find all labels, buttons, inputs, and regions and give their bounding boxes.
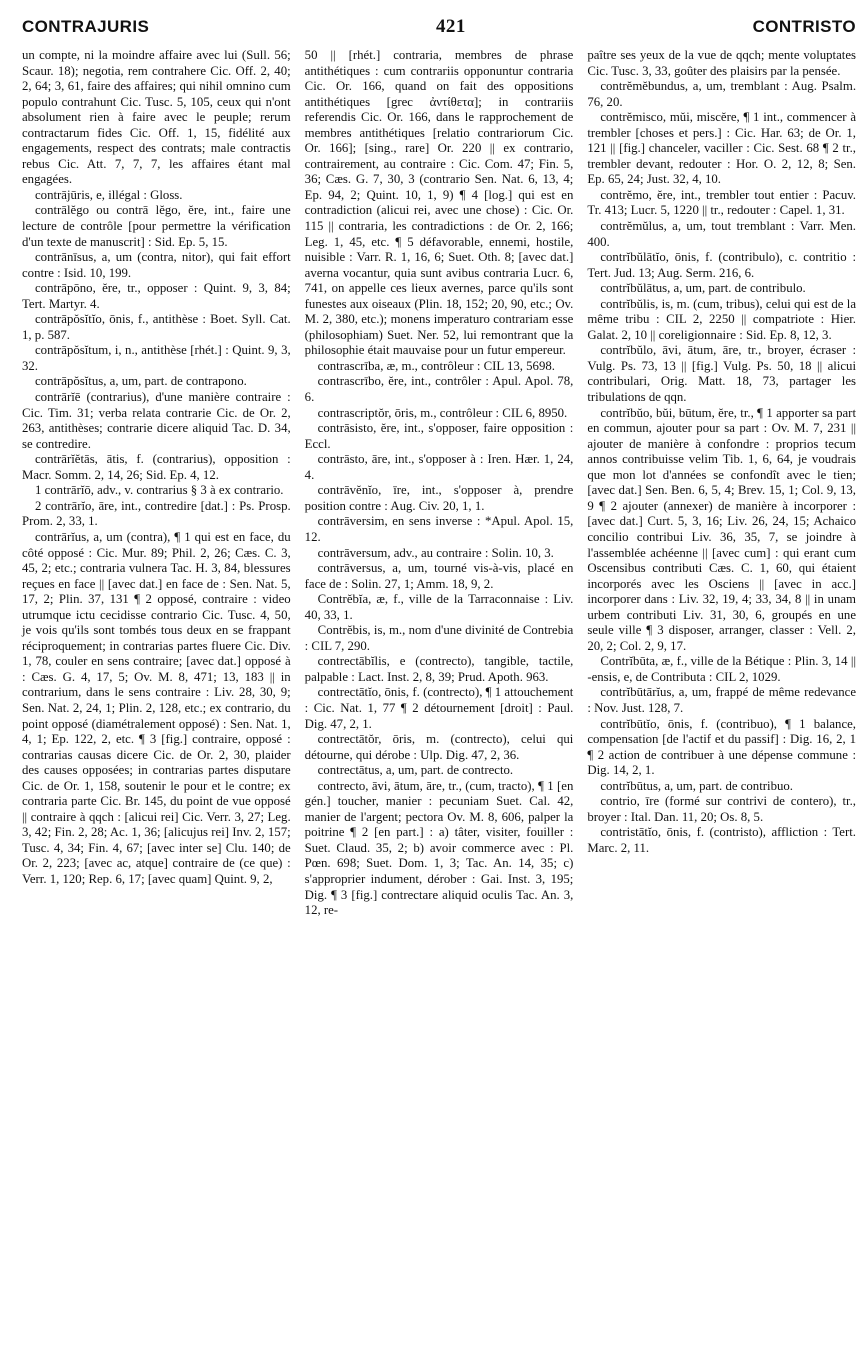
entry: contrĭbūtus, a, um, part. de contribuo.: [600, 778, 793, 793]
entry: contrĭbŭlātĭo, ōnis, f. (contribulo), c. contritio : Tert. Jud. 13; Aug. Serm. 216, 6.: [587, 250, 857, 280]
entry: contrālĕgo ou contrā lĕgo, ĕre, int., faire une lecture de contrôle [pour permettre la vérification d'un texte de manuscrit] : Sid. Ep. 5, 15.: [22, 203, 291, 249]
entry: contrāpōno, ĕre, tr., opposer : Quint. 9, 3, 84; Tert. Martyr. 4.: [22, 281, 291, 311]
page-number: 421: [436, 16, 466, 37]
entry: contrĭbŭlo, āvi, ātum, āre, tr., broyer, écraser : Vulg. Ps. 73, 13 || [fig.] Vulg. Ps. 50, 18 || alicui contribulari, Orig. Matt. 18, 73, partager les tribulations de qqn.: [587, 343, 857, 405]
entry: contrĭbŭo, bŭi, būtum, ĕre, tr., ¶ 1 apporter sa part en commun, ajouter pour sa part : Ov. M. 7, 231 || ajouter de manière à confondre : proprios tecum annos contribuisse velim Tib. 1, 6, 64, je voudrais que mon lot d'années se confondît avec le tien; [avec dat.] Sen. Ben. 6, 5, 4; Brev. 15, 1; Col. 9, 13, 9 ¶ 2 ajouter (annexer) de manière à incorporer : [avec dat.] Curt. 5, 3, 16; Liv. 26, 24, 15; Achaico concilio contribui Liv. 36, 35, 7, se joindre à l'assemblée achéenne || [avec cum] : qui erant cum Oscensibus contributi Cæs. C. 1, 60, qui étaient incorporés avec les Osciens || [avec in acc.] incorporer dans : Liv. 32, 19, 4; 33, 34, 8 || in unam urbem contributi Liv. 31, 30, 6, groupés en une seule ville ¶ 3 disposer, arranger, classer : Vell. 2, 20, 2; Col. 2, 9, 17.: [587, 405, 857, 653]
column-2: [305, 48, 574, 919]
entry: contrāpŏsĭtus, a, um, part. de contrapono.: [35, 374, 247, 389]
entry: contrĭbŭlātus, a, um, part. de contribulo.: [600, 281, 806, 296]
entry: 2 contrārĭo, āre, int., contredire [dat.] : Ps. Prosp. Prom. 2, 33, 1.: [22, 498, 291, 529]
entry: contrāvĕnĭo, īre, int., s'opposer à, prendre position contre : Aug. Civ. 20, 1, 1.: [304, 483, 574, 513]
columns: [22, 48, 856, 919]
running-header: [22, 16, 856, 46]
entry: contrāpŏsĭtĭo, ōnis, f., antithèse : Boet. Syll. Cat. 1, p. 587.: [22, 312, 291, 342]
entry: contrĕmĕbundus, a, um, tremblant : Aug. Psalm. 76, 20.: [587, 79, 857, 109]
entry: contrectātŏr, ōris, m. (contrecto), celui qui détourne, qui dérobe : Ulp. Dig. 47, 2, 36.: [304, 732, 574, 762]
entry: contristātĭo, ōnis, f. (contristo), affliction : Tert. Marc. 2, 11.: [587, 825, 857, 855]
entry: contrĕmisco, mŭi, miscĕre, ¶ 1 int., commencer à trembler [choses et pers.] : Cic. Har. 63; de Or. 1, 121 || [fig.] chanceler, vaciller : Cic. Sest. 68 ¶ 2 tr., trembler devant, redouter : Hor. O. 2, 12, 8; Sen. Ep. 65, 24; Just. 32, 4, 10.: [587, 110, 857, 187]
entry: contrāversus, a, um, tourné vis-à-vis, placé en face de : Solin. 27, 1; Amm. 18, 9, 2.: [304, 561, 574, 591]
column-1: [22, 48, 291, 919]
entry: contrĭbūtārĭus, a, um, frappé de même redevance : Nov. Just. 128, 7.: [587, 685, 857, 715]
header-right-headword: CONTRISTO: [752, 17, 856, 36]
entry: contrectātĭo, ōnis, f. (contrecto), ¶ 1 attouchement : Cic. Nat. 1, 77 ¶ 2 détournement [droit] : Paul. Dig. 47, 2, 1.: [304, 685, 574, 731]
entry: Contrĕbis, is, m., nom d'une divinité de Contrebia : CIL 7, 290.: [304, 623, 574, 653]
header-left-headword: CONTRAJURIS: [22, 17, 150, 36]
entry: contrāversim, en sens inverse : *Apul. Apol. 15, 12.: [304, 514, 574, 544]
entry: contrĭbūtĭo, ōnis, f. (contribuo), ¶ 1 balance, compensation [de l'actif et du passif] : Dig. 16, 2, 1 ¶ 2 action de contribuer à une dépense commune : Dig. 14, 2, 1.: [587, 716, 857, 778]
entry: contrārĭus, a, um (contra), ¶ 1 qui est en face, du côté opposé : Cic. Mur. 89; Phil. 2, 26; Cæs. C. 3, 45, 2; etc.; contraria vulnera Tac. H. 3, 84, blessures reçues en face || [avec dat.] en face de : Sen. Nat. 5, 17, 2; Plin. 37, 131 ¶ 2 opposé, contraire : video utrumque ictu cecidisse contrario Cic. Tusc. 4, 50, je vois qu'ils sont tombés tous deux en se frappant réciproquement; in contrarias partes fluere Cic. Div. 1, 78, couler en sens contraire; [avec dat.] opposé à : Cæs. G. 4, 17, 5; Ov. M. 8, 471; 13, 183 || in contrarium, dans le sens contraire : Liv. 28, 30, 9; Sen. Nat. 2, 24, 1; Plin. 2, 128, etc.; ex contrario, du point opposé (diamétralement opposé) : Sen. Nat. 1, 4, 1; Ep. 122, 2, etc. ¶ 3 [fig.] contraire, opposé : contrarias causas dicere Cic. de Or. 2, 30, plaider des causes opposées; in contrarias partes disputare Cic. de Or. 1, 158, soutenir le pour et le contre; ex contraria parte Cic. Br. 145, du point de vue opposé || contraire à qqch : [alicui rei] Cic. Verr. 3, 27; Leg. 3, 42; Fin. 2, 28; Ac. 1, 36; [alicujus rei] Inv. 2, 157; Tusc. 4, 34; Fin. 4, 67; [avec inter se] Clu. 140; de Or. 2, 223; [avec ac, atque] contraire de (ce que) : Verr. 1, 120; Rep. 6, 17; [avec quam] Quint. 9, 2,: [22, 529, 291, 886]
entry: Contrĕbĭa, æ, f., ville de la Tarraconnaise : Liv. 40, 33, 1.: [304, 592, 574, 622]
entry: contrectātus, a, um, part. de contrecto.: [317, 763, 514, 778]
entry: un compte, ni la moindre affaire avec lui (Sull. 56; Scaur. 18); negotia, rem contrahere Cic. Off. 2, 40; 2, 64; 3, 61, faire des affaires; qui nihil omnino cum populo contrahunt Cic. Tusc. 5, 105, ceux qui n'ont absolument rien à faire avec le peuple; rerum contractarum fides Cic. Off. 1, 15, fidélité aux engagements, respect des contrats; male contractis rebus Cic. Att. 7, 7, 7, les affaires étant mal engagées.: [22, 48, 291, 187]
entry: contrĕmŭlus, a, um, tout tremblant : Varr. Men. 400.: [587, 219, 857, 249]
column-3: [587, 48, 856, 919]
entry: contrĭbŭlis, is, m. (cum, tribus), celui qui est de la même tribu : CIL 2, 2250 || compatriote : Hier. Galat. 2, 10 || coreligionnaire : Sid. Ep. 8, 12, 3.: [587, 296, 857, 342]
entry: contrecto, āvi, ātum, āre, tr., (cum, tracto), ¶ 1 [en gén.] toucher, manier : pecuniam Suet. Cal. 42, manier de l'argent; pectora Ov. M. 8, 606, palper la poitrine ¶ 2 [en part.] : a) tâter, visiter, fouiller : Suet. Claud. 35, 2; b) avoir commerce avec : Pl. Pœn. 698; Suet. Dom. 1, 3; Tac. An. 14, 35; c) s'approprier indument, dérober : Gai. Inst. 3, 195; Dig. ¶ 3 [fig.] contrectare aliquid oculis Tac. An. 3, 12, re-: [304, 778, 574, 918]
entry: paître ses yeux de la vue de qqch; mente voluptates Cic. Tusc. 3, 33, goûter des plaisirs par la pensée.: [587, 48, 857, 78]
entry: contrectābĭlis, e (contrecto), tangible, tactile, palpable : Lact. Inst. 2, 8, 39; Prud. Apoth. 963.: [304, 654, 574, 684]
entry: contrāsto, āre, int., s'opposer à : Iren. Hær. 1, 24, 4.: [304, 452, 574, 482]
entry: 1 contrārĭō, adv., v. contrarius § 3 à ex contrario.: [35, 483, 284, 498]
entry: contrājūris, e, illégal : Gloss.: [35, 187, 183, 202]
entry: Contrĭbūta, æ, f., ville de la Bétique : Plin. 3, 14 || -ensis, e, de Contributa : CIL 2, 1029.: [587, 654, 857, 684]
entry: contrārĭĕtās, ātis, f. (contrarius), opposition : Macr. Somm. 2, 14, 26; Sid. Ep. 4, 12.: [22, 452, 291, 482]
entry: contrānīsus, a, um (contra, nitor), qui fait effort contre : Isid. 10, 199.: [22, 250, 291, 280]
entry: contrascrība, æ, m., contrôleur : CIL 13, 5698.: [317, 358, 555, 373]
entry: contrāversum, adv., au contraire : Solin. 10, 3.: [317, 545, 554, 560]
entry: contrāpŏsĭtum, i, n., antithèse [rhét.] : Quint. 9, 3, 32.: [22, 343, 291, 373]
entry: 50 || [rhét.] contraria, membres de phrase antithétiques : cum contrariis opponuntur contraria Cic. Or. 166, quand on fait des oppositions antithétiques [grec ἀντίθετα]; in contrariis referendis Cic. Or. 166, dans le rapprochement de membres antithétiques [relatio contrariorum Cic. Or. 166]; [sing., rare] Or. 220 || ex contrario, contrairement, au contraire : Cic. Com. 47; Fin. 5, 36; Cæs. G. 7, 30, 3 (contrario Sen. Nat. 6, 13, 4; Ep. 94, 2; Quint. 10, 1, 9) ¶ 4 [log.] qui est en contradiction (alicui rei, avec une chose) : Cic. Or. 115 || contraria, les contradictions : de Or. 2, 166; Leg. 1, 45, etc. ¶ 5 défavorable, ennemi, hostile, nuisible : Varr. R. 1, 16, 6; Suet. Oth. 8; [avec dat.] averna vocantur, quia sunt avibus contraria Lucr. 6, 741, on appelle ces lieux avernes, parce qu'ils sont funestes aux oiseaux (Plin. 18, 152; 20, 90, etc.; Ov. M. 2, 380, etc.); monens imperaturo contrariam esse (philosophiam) Suet. Ner. 52, lui remontrant que la philosophie était mauvaise pour un futur empereur.: [304, 48, 574, 358]
entry: contrāsisto, ĕre, int., s'opposer, faire opposition : Eccl.: [304, 421, 574, 451]
entry: contrascriptŏr, ōris, m., contrôleur : CIL 6, 8950.: [317, 405, 568, 420]
entry: contrascrībo, ĕre, int., contrôler : Apul. Apol. 78, 6.: [304, 374, 574, 405]
entry: contrio, īre (formé sur contrivi de contero), tr., broyer : Ital. Dan. 11, 20; Os. 8, 5.: [587, 794, 857, 824]
entry: contrĕmo, ĕre, int., trembler tout entier : Pacuv. Tr. 413; Lucr. 5, 1220 || tr., redouter : Capel. 1, 31.: [587, 187, 857, 218]
entry: contrārĭē (contrarius), d'une manière contraire : Cic. Tim. 31; verba relata contrarie Cic. de Or. 2, 263, antithèses; contrarie dicere aliquid Tac. D. 34, se contredire.: [22, 390, 291, 451]
